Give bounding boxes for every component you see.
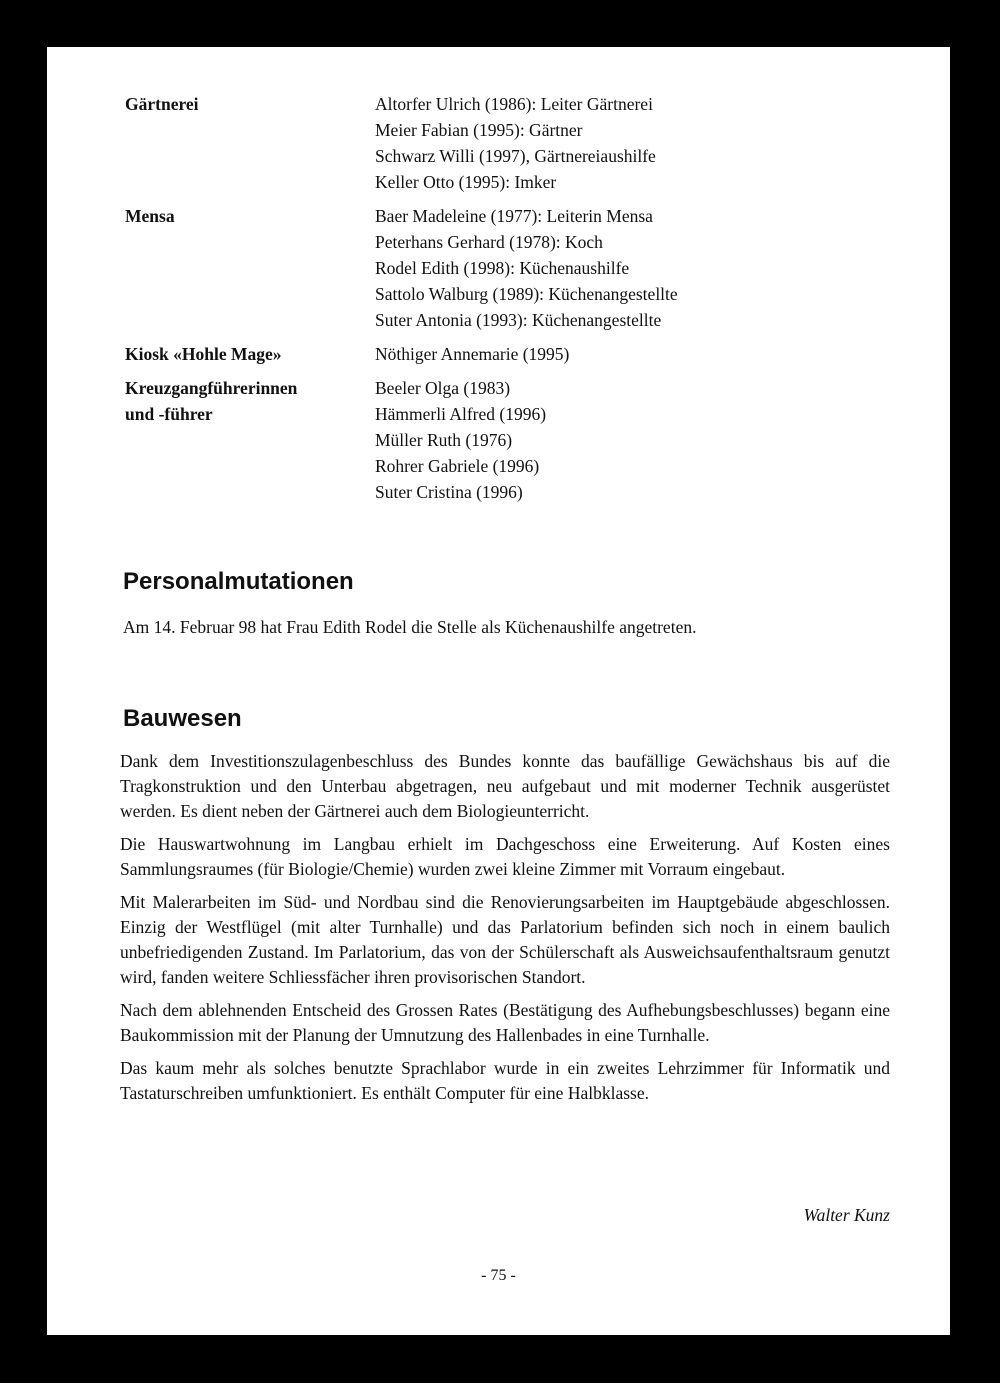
person-entry: Sattolo Walburg (1989): Küchenangestellte — [375, 284, 678, 304]
person-entry: Rohrer Gabriele (1996) — [375, 456, 540, 476]
person-entry: Meier Fabian (1995): Gärtner — [375, 120, 583, 140]
staff-group-gaertnerei — [125, 91, 885, 195]
staff-group-mensa — [125, 203, 885, 333]
person-entry: Beeler Olga (1983) — [375, 378, 511, 398]
staff-group-kreuzgang — [125, 375, 885, 505]
department-label: Gärtnerei — [125, 94, 199, 114]
bauwesen-body — [120, 749, 890, 1114]
people-list — [375, 341, 885, 367]
person-entry: Altorfer Ulrich (1986): Leiter Gärtnerei — [375, 94, 653, 114]
staff-group-kiosk — [125, 341, 885, 367]
person-entry: Schwarz Willi (1997), Gärtnereiaushilfe — [375, 146, 656, 166]
page-number: - 75 - — [481, 1267, 516, 1284]
section-heading-personalmutationen: Personalmutationen — [123, 568, 354, 595]
section-heading-bauwesen: Bauwesen — [123, 705, 242, 732]
person-entry: Hämmerli Alfred (1996) — [375, 404, 547, 424]
paragraph: Die Hauswartwohnung im Langbau erhielt im Dachgeschoss eine Erweiterung. Auf Kosten eines Sammlungsraumes (für Biologie/Chemie) wurden zwei kleine Zimmer mit Vorraum eingebaut. — [120, 834, 890, 879]
person-entry: Suter Antonia (1993): Küchenangestellte — [375, 310, 662, 330]
paragraph: Das kaum mehr als solches benutzte Sprachlabor wurde in ein zweites Lehrzimmer für Informatik und Tastaturschreiben umfunktioniert. Es enthält Computer für eine Halbklasse. — [120, 1058, 890, 1103]
author-signature: Walter Kunz — [803, 1205, 890, 1225]
person-entry: Peterhans Gerhard (1978): Koch — [375, 232, 603, 252]
staff-list — [125, 91, 885, 513]
department-label: Mensa — [125, 206, 175, 226]
department-label: Kreuzgangführerinnen und -führer — [125, 378, 298, 424]
person-entry: Rodel Edith (1998): Küchenaushilfe — [375, 258, 630, 278]
people-list — [375, 203, 885, 333]
person-entry: Suter Cristina (1996) — [375, 482, 523, 502]
document-page — [47, 47, 950, 1335]
department-label: Kiosk «Hohle Mage» — [125, 344, 282, 364]
people-list — [375, 91, 885, 195]
person-entry: Keller Otto (1995): Imker — [375, 172, 557, 192]
paragraph: Mit Malerarbeiten im Süd- und Nordbau sind die Renovierungsarbeiten im Hauptgebäude abgeschlossen. Einzig der Westflügel (mit alter Turnhalle) und das Parlatorium befinden sich noch in einem baulich unbefriedigenden Zustand. Im Parlatorium, das von der Schülerschaft als Ausweichsaufenthaltsraum genutzt wird, fanden weitere Schliessfächer ihren provisorischen Standort. — [120, 892, 890, 987]
person-entry: Müller Ruth (1976) — [375, 430, 513, 450]
person-entry: Baer Madeleine (1977): Leiterin Mensa — [375, 206, 653, 226]
person-entry: Nöthiger Annemarie (1995) — [375, 344, 570, 364]
people-list — [375, 375, 885, 505]
paragraph: Nach dem ablehnenden Entscheid des Grossen Rates (Bestätigung des Aufhebungsbeschlusses) begann eine Baukommission mit der Planung der Umnutzung des Hallenbades in eine Turnhalle. — [120, 1000, 890, 1045]
paragraph: Dank dem Investitionszulagenbeschluss des Bundes konnte das baufällige Gewächshaus bis auf die Tragkonstruktion und den Unterbau abgetragen, neu aufgebaut und mit moderner Technik ausgerüstet werden. Es dient neben der Gärtnerei auch dem Biologieunterricht. — [120, 751, 890, 821]
personalmutationen-text: Am 14. Februar 98 hat Frau Edith Rodel die Stelle als Küchenaushilfe angetreten. — [123, 617, 697, 637]
